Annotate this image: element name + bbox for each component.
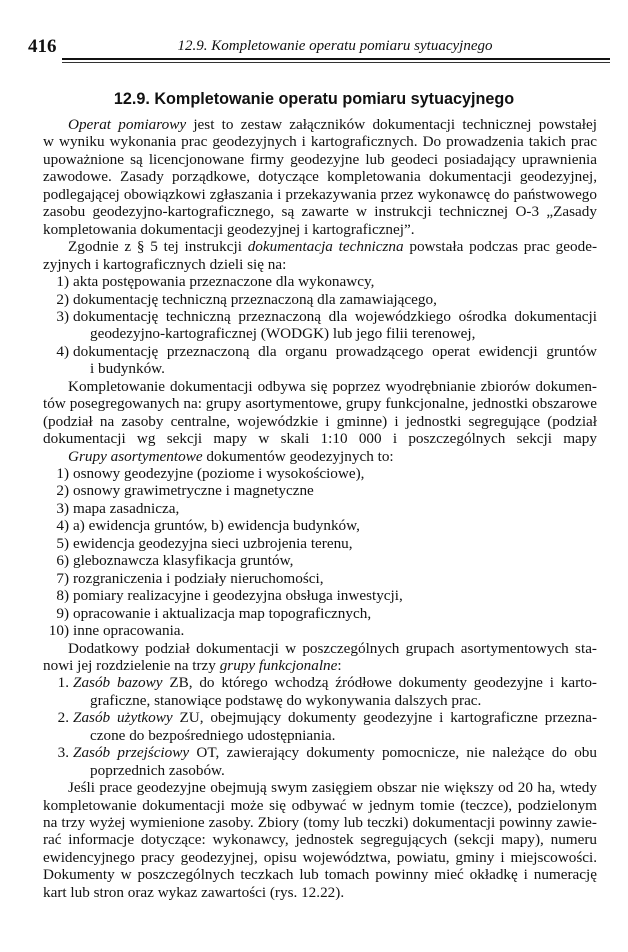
list-number: 3) [56, 499, 69, 517]
text-run: na trzy wyżej wymienione zasoby. Zbiory (tomy lub teczki) dokumentacji powinny zawie- [43, 814, 597, 831]
text-line [73, 500, 179, 518]
page-number: 416 [28, 36, 57, 57]
text-line [73, 465, 364, 483]
text-run: nowi jej rozdzielenie na trzy [43, 656, 220, 674]
text-run: dokumentacji wg sekcji mapy w skali 1:10 000 i poszczególnych sekcji mapy [43, 430, 597, 448]
emphasized-term: grupy funkcjonalne [219, 656, 338, 674]
text-run: w wyniku wykonania prac geodezyjnych i kartograficznych. Do prowadzenia takich prac [43, 133, 597, 151]
text-line [73, 517, 360, 535]
list-number: 9) [56, 604, 69, 622]
text-line [73, 622, 184, 640]
text-line [43, 133, 597, 151]
text-line [73, 273, 374, 291]
list-number: 5) [56, 534, 69, 552]
text-run: osnowy grawimetryczne i magnetyczne [73, 482, 314, 500]
emphasized-term: dokumentacja techniczna [247, 238, 404, 256]
text-run: mapa zasadnicza, [73, 499, 180, 517]
text-line [73, 605, 371, 623]
text-line [90, 727, 335, 745]
text-line [68, 640, 597, 658]
text-line [43, 413, 597, 431]
text-line [90, 360, 165, 378]
text-run: zasobu geodezyjno-kartograficznego, są zawarte w instrukcji technicznej O-3 „Zasady [43, 203, 597, 221]
text-run: poprzednich zasobów. [90, 761, 225, 779]
text-run: opracowanie i aktualizacja map topograficznych, [73, 604, 372, 622]
text-run: OT, zawierający dokumenty pomocnicze, nie należące do obu [189, 744, 597, 762]
list-number: 6) [56, 552, 69, 570]
text-run: rać informacje dotyczące: wykonawcy, jednostek segregujących (sekcji mapy), numeru [43, 831, 597, 849]
text-line [43, 849, 597, 867]
text-line [90, 762, 225, 780]
header-rule-thin [62, 62, 610, 63]
text-run: dokumentację techniczną przeznaczoną dla wojewódzkiego ośrodka dokumentacji [73, 307, 597, 325]
text-run: i budynków. [90, 360, 165, 378]
list-number: 3) [56, 307, 69, 325]
list-number: 2. [57, 709, 69, 727]
text-run: dokumentów geodezyjnych to: [202, 447, 394, 465]
text-line [43, 256, 286, 274]
text-run: a) ewidencja gruntów, b) ewidencja budynków, [73, 517, 360, 535]
text-run: zawodowe. Zasady porządkowe, dotyczące kompletowania dokumentacji geodezyjnej, [43, 168, 597, 186]
text-line [73, 535, 353, 553]
text-line [43, 657, 342, 675]
text-line [68, 378, 597, 396]
running-title: 12.9. Kompletowanie operatu pomiaru sytuacyjnego [177, 38, 493, 54]
list-number: 2) [56, 290, 69, 308]
text-run: inne opracowania. [73, 622, 185, 640]
text-line [73, 308, 597, 326]
text-line [68, 116, 597, 134]
text-line [73, 552, 293, 570]
list-number: 1) [56, 273, 69, 291]
list-number: 2) [56, 482, 69, 500]
emphasized-term: Zasób przejściowy [73, 744, 190, 762]
list-number: 10) [48, 622, 69, 640]
text-run: Zgodnie z § 5 tej instrukcji [68, 238, 248, 256]
text-run: ZU, obejmujący dokumenty geodezyjne i kartograficzne przezna- [172, 709, 597, 727]
text-run: dokumentację przeznaczoną dla organu prowadzącego operat ewidencji gruntów [73, 342, 597, 360]
text-line [43, 884, 344, 902]
text-line [73, 570, 324, 588]
list-number: 1) [56, 465, 69, 482]
list-number: 7) [56, 569, 69, 587]
text-line [90, 692, 481, 710]
list-number: 3. [57, 744, 69, 762]
text-line [43, 203, 597, 221]
text-run: osnowy geodezyjne (poziome i wysokościowe), [73, 465, 365, 482]
text-line [43, 151, 597, 169]
text-line [68, 238, 597, 256]
text-run: dokumentację techniczną przeznaczoną dla zamawiającego, [73, 290, 437, 308]
text-run: kompletowanie dokumentacji może się odbywać w jednym tomie (teczce), podzielonym [43, 796, 597, 814]
text-line [73, 587, 403, 605]
text-run: zyjnych i kartograficznych dzieli się na: [43, 255, 287, 273]
text-line [43, 186, 597, 204]
text-run: tów posegregowanych na: grupy asortymentowe, grupy funkcjonalne, jednostki obszarowe [43, 395, 597, 413]
text-line [43, 831, 597, 849]
list-number: 4) [56, 517, 69, 535]
list-number: 4) [56, 342, 69, 360]
text-line [68, 448, 394, 466]
text-run: Dodatkowy podział dokumentacji w poszczególnych grupach asortymentowych sta- [68, 639, 597, 657]
list-number: 8) [56, 587, 69, 605]
text-run: kompletowania dokumentacji geodezyjnej i kartograficznej”. [43, 220, 415, 238]
text-run: ZB, do którego wchodzą źródłowe dokumenty geodezyjne i karto- [162, 674, 597, 692]
text-line [43, 430, 597, 448]
emphasized-term: Operat pomiarowy [68, 116, 187, 133]
text-line [43, 814, 597, 832]
emphasized-term: Zasób użytkowy [73, 709, 173, 727]
text-run: Kompletowanie dokumentacji odbywa się poprzez wyodrębnianie zbiorów dokumen- [68, 377, 597, 395]
text-run: ewidencyjnego pracy geodezyjnej, opisu województwa, powiatu, gminy i miejscowości. [43, 848, 597, 866]
section-title: 12.9. Kompletowanie operatu pomiaru sytuacyjnego [113, 90, 515, 108]
text-run: powstała podczas prac geode- [403, 238, 597, 256]
text-line [68, 779, 597, 797]
text-run: gleboznawcza klasyfikacja gruntów, [73, 552, 294, 570]
text-line [90, 325, 475, 343]
emphasized-term: Grupy asortymentowe [68, 447, 203, 465]
text-run: ewidencja geodezyjna sieci uzbrojenia terenu, [73, 534, 353, 552]
text-line [43, 168, 597, 186]
header-rule [62, 58, 610, 60]
text-line [73, 744, 597, 762]
text-line [73, 674, 597, 692]
text-line [43, 395, 597, 413]
text-run: czone do bezpośredniego udostępniania. [90, 726, 336, 744]
emphasized-term: Zasób bazowy [73, 674, 163, 692]
text-line [43, 221, 415, 239]
text-line [73, 482, 314, 500]
text-line [43, 866, 597, 884]
text-run: Jeśli prace geodezyjne obejmują swym zasięgiem obszar nie większy od 20 ha, wtedy [68, 779, 597, 797]
text-line [43, 797, 597, 815]
text-run: podlegającej obowiązkowi zgłaszania i przekazywania przez wykonawcę do państwowego [43, 185, 597, 203]
text-line [73, 709, 597, 727]
text-run: akta postępowania przeznaczone dla wykonawcy, [73, 273, 375, 291]
text-line [73, 291, 437, 309]
text-line [73, 343, 597, 361]
text-run: geodezyjno-kartograficznej (WODGK) lub jego filii terenowej, [90, 325, 476, 343]
text-run: (podział na zasoby centralne, wojewódzkie i gminne) i jednostki segregujące (podział [43, 412, 597, 430]
list-number: 1. [57, 674, 69, 692]
text-run: Dokumenty w poszczególnych teczkach lub tomach powinny mieć okładkę i numerację [43, 866, 597, 884]
text-run: upoważnione są licencjonowane firmy geodezyjne lub geodeci posiadający uprawnienia [43, 150, 597, 168]
text-run: pomiary realizacyjne i geodezyjna obsługa inwestycji, [73, 587, 403, 605]
text-run: jest to zestaw załączników dokumentacji technicznej powstałej [186, 116, 597, 133]
text-run: rozgraniczenia i podziały nieruchomości, [73, 569, 324, 587]
text-run: kart lub stron oraz wykaz zawartości (rys. 12.22). [43, 883, 345, 901]
text-run: : [337, 656, 342, 674]
text-run: graficzne, stanowiące podstawę do wykonywania dalszych prac. [90, 691, 482, 709]
